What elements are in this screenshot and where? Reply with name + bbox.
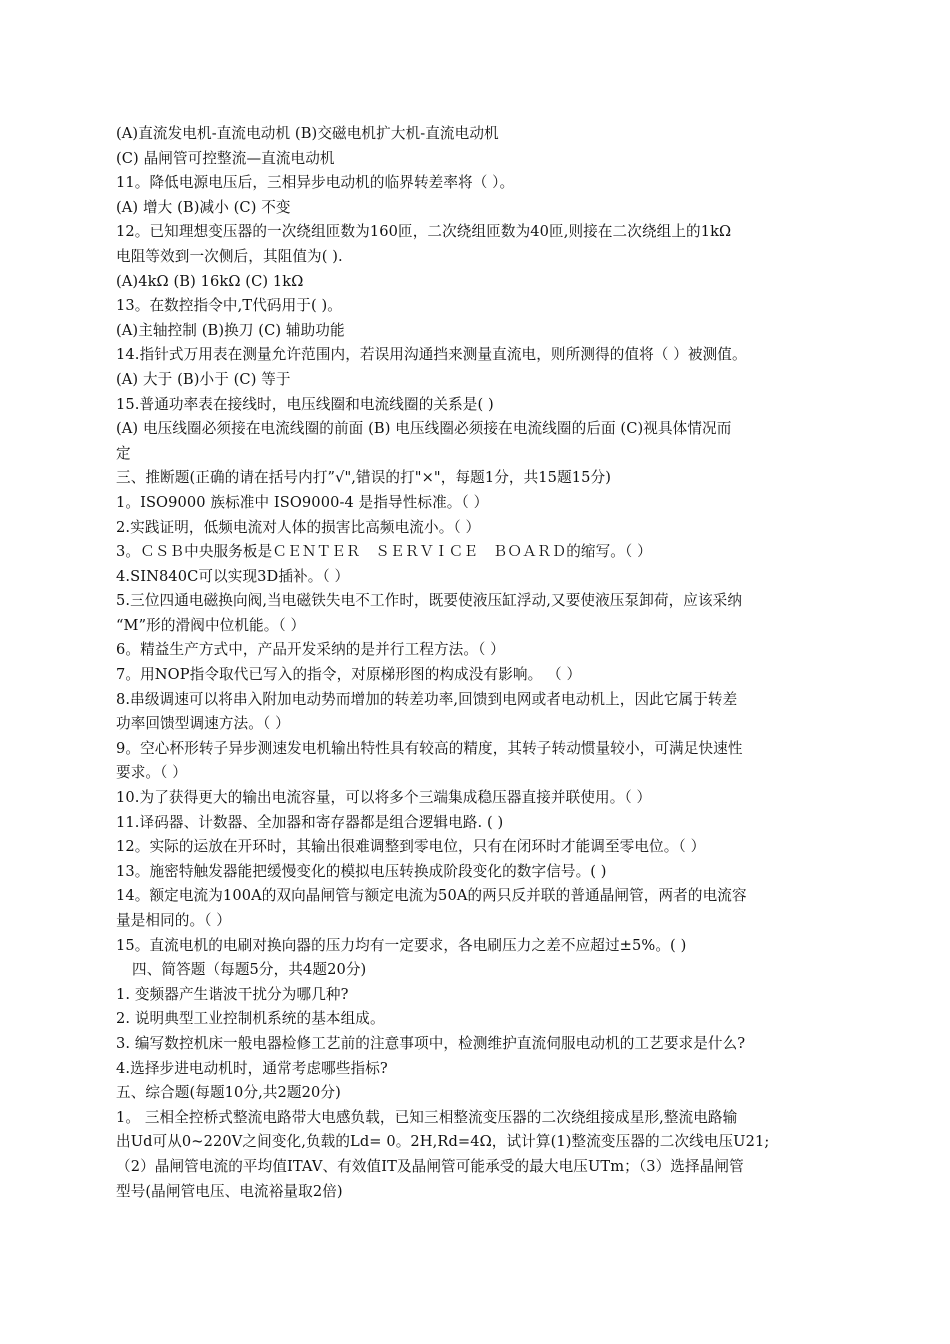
judgment-item: 14。额定电流为100A的双向晶闸管与额定电流为50A的两只反并联的普通晶闸管，两者的电流容 <box>116 887 747 905</box>
judgment-item: 4.SIN840C可以实现3D插补。（ ） <box>116 567 350 585</box>
judgment-item: 6。精益生产方式中，产品开发采纳的是并行工程方法。（ ） <box>116 641 505 659</box>
short-answer-item: 4.选择步进电动机时，通常考虑哪些指标? <box>116 1059 388 1077</box>
section-heading-short-answer: 四、简答题（每题5分，共4题20分) <box>132 961 367 979</box>
question-13-options: (A)主轴控制 (B)换刀 (C) 辅助功能 <box>116 321 345 339</box>
document-body <box>116 122 836 1204</box>
text-line: (A)直流发电机-直流电动机 (B)交磁电机扩大机-直流电动机 <box>116 125 499 142</box>
judgment-item: 9。空心杯形转子异步测速发电机输出特性具有较高的精度，其转子转动惯量较小，可满足快速性 <box>116 739 743 757</box>
judgment-item-cont: 量是相同的。（ ） <box>116 912 231 929</box>
judgment-item: 5.三位四通电磁换向阀,当电磁铁失电不工作时，既要使液压缸浮动,又要使液压泵卸荷，应该采纳 <box>116 592 743 610</box>
judgment-item: 1。ISO9000 族标准中 ISO9000-4 是指导性标准。（ ） <box>116 493 489 511</box>
question-12-options: (A)4kΩ (B) 16kΩ (C) 1kΩ <box>116 272 304 290</box>
comprehensive-item-cont: 出Ud可从0~220V之间变化,负载的Ld= 0。2H,Rd=4Ω，试计算(1)整流变压器的二次线电压U21; <box>116 1133 770 1151</box>
short-answer-item: 1. 变频器产生谐波干扰分为哪几种? <box>116 985 349 1003</box>
text-line: (C) 晶闸管可控整流—直流电动机 <box>116 149 335 167</box>
section-heading-judgment: 三、推断题(正确的请在括号内打”√",错误的打"×"，每题1分，共15题15分) <box>116 469 612 487</box>
judgment-item: 11.译码器、计数器、全加器和寄存器都是组合逻辑电路. ( ) <box>116 813 504 831</box>
judgment-item: 15。直流电机的电刷对换向器的压力均有一定要求，各电刷压力之差不应超过±5%。( ) <box>116 936 687 954</box>
judgment-item: 3。ＣＳＢ中央服务板是ＣＥＮＴＥＲ ＳＥＲＶＩＣＥ ＢＯＡＲＤ的缩写。（ ） <box>116 543 652 561</box>
question-14-options: (A) 大于 (B)小于 (C) 等于 <box>116 370 291 388</box>
judgment-item: 8.串级调速可以将串入附加电动势而增加的转差功率,回馈到电网或者电动机上，因此它属于转差 <box>116 690 738 708</box>
question-12-cont: 电阻等效到一次侧后，其阻值为( ). <box>116 247 343 265</box>
question-11-options: (A) 增大 (B)减小 (C) 不变 <box>116 198 291 216</box>
judgment-item: 13。施密特触发器能把缓慢变化的模拟电压转换成阶段变化的数字信号。( ) <box>116 862 607 880</box>
judgment-item-cont: “M”形的滑阀中位机能。（ ） <box>116 616 306 634</box>
short-answer-item: 2. 说明典型工业控制机系统的基本组成。 <box>116 1010 385 1028</box>
comprehensive-item: 1。 三相全控桥式整流电路带大电感负载，已知三相整流变压器的二次绕组接成星形,整流电路输 <box>116 1108 738 1126</box>
judgment-item: 10.为了获得更大的输出电流容量，可以将多个三端集成稳压器直接并联使用。（ ） <box>116 789 652 807</box>
question-14: 14.指针式万用表在测量允许范围内，若误用沟通挡来测量直流电，则所测得的值将（ ）被测值。 <box>116 346 747 364</box>
judgment-item-cont: 要求。（ ） <box>116 764 187 782</box>
section-heading-comprehensive: 五、综合题(每题10分,共2题20分) <box>116 1084 341 1102</box>
question-15: 15.普通功率表在接线时，电压线圈和电流线圈的关系是( ) <box>116 395 494 413</box>
question-15-options: (A) 电压线圈必须接在电流线圈的前面 (B) 电压线圈必须接在电流线圈的后面 (C)视具体情况而 <box>116 420 732 438</box>
question-13: 13。在数控指令中,T代码用于( )。 <box>116 297 342 315</box>
question-12: 12。已知理想变压器的一次绕组匝数为160匝，二次绕组匝数为40匝,则接在二次绕组上的1kΩ <box>116 223 732 241</box>
judgment-item-cont: 功率回馈型调速方法。（ ） <box>116 715 290 733</box>
judgment-item: 12。实际的运放在开环时，其输出很难调整到零电位，只有在闭环时才能调至零电位。（ ） <box>116 838 706 856</box>
question-15-options-cont: 定 <box>116 444 131 462</box>
question-11: 11。降低电源电压后，三相异步电动机的临界转差率将（ ）。 <box>116 174 515 192</box>
comprehensive-item-cont: 型号(晶闸管电压、电流裕量取2倍) <box>116 1182 343 1200</box>
judgment-item: 7。用NOP指令取代已写入的指令，对原梯形图的构成没有影响。 （ ） <box>116 666 582 684</box>
comprehensive-item-cont: （2）晶闸管电流的平均值ITAV、有效值IT及晶闸管可能承受的最大电压UTm；（3）选择晶闸管 <box>116 1157 744 1175</box>
judgment-item: 2.实践证明，低频电流对人体的损害比高频电流小。（ ） <box>116 518 481 536</box>
short-answer-item: 3. 编写数控机床一般电器检修工艺前的注意事项中，检测维护直流伺服电动机的工艺要求是什么? <box>116 1034 746 1052</box>
